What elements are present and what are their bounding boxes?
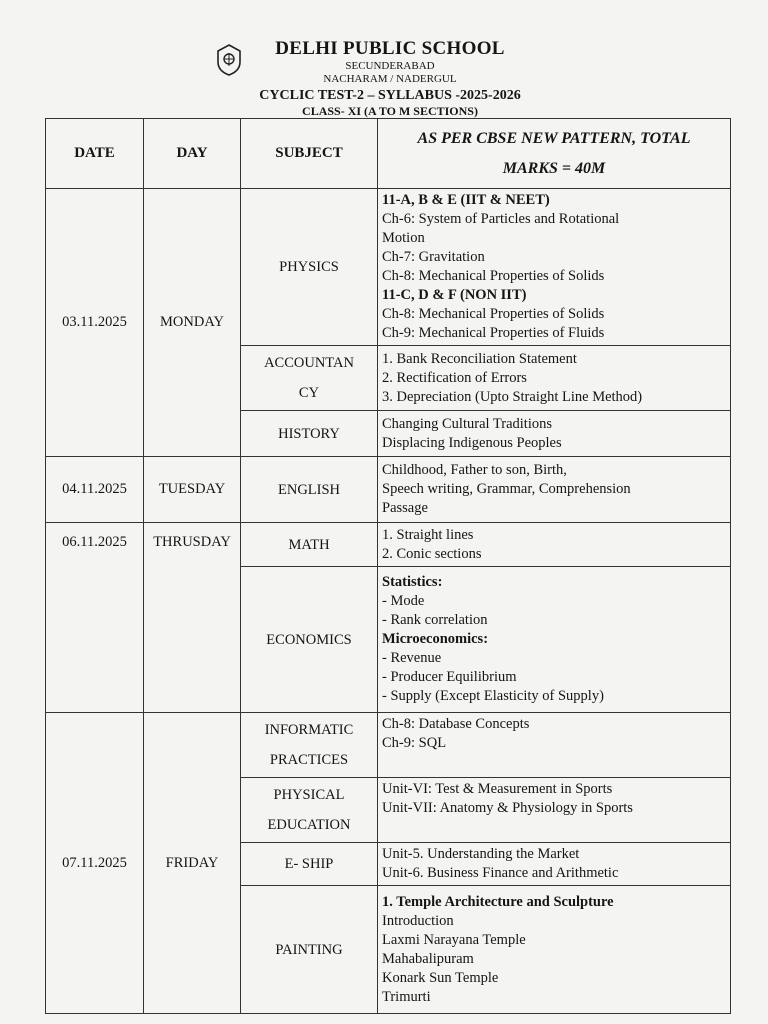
header-pattern: AS PER CBSE NEW PATTERN, TOTAL MARKS = 40M	[378, 119, 731, 189]
topics-informatics-practices: Ch-8: Database Concepts Ch-9: SQL	[378, 713, 731, 778]
header-date: DATE	[46, 119, 144, 189]
header-day: DAY	[144, 119, 241, 189]
topics-accountancy: 1. Bank Reconciliation Statement 2. Rectification of Errors 3. Depreciation (Upto Straight Line Method)	[378, 346, 731, 411]
topics-physical-education: Unit-VI: Test & Measurement in Sports Unit-VII: Anatomy & Physiology in Sports	[378, 778, 731, 843]
date-cell: 03.11.2025	[46, 189, 144, 457]
school-city: SECUNDERABAD	[345, 60, 435, 72]
test-title: CYCLIC TEST-2 – SYLLABUS -2025-2026	[259, 88, 521, 103]
document-header	[180, 34, 600, 119]
topics-math: 1. Straight lines 2. Conic sections	[378, 523, 731, 567]
topics-english: Childhood, Father to son, Birth, Speech writing, Grammar, Comprehension Passage	[378, 457, 731, 523]
day-cell: MONDAY	[144, 189, 241, 457]
day-cell: FRIDAY	[144, 713, 241, 1014]
date-cell: 06.11.2025	[46, 523, 144, 713]
subject-physical-education: PHYSICAL EDUCATION	[241, 778, 378, 843]
date-cell: 04.11.2025	[46, 457, 144, 523]
topics-painting: 1. Temple Architecture and Sculpture Introduction Laxmi Narayana Temple Mahabalipuram Konark Sun Temple Trimurti	[378, 886, 731, 1014]
school-emblem-icon	[216, 44, 242, 76]
table-row	[46, 523, 731, 567]
subject-math: MATH	[241, 523, 378, 567]
subject-economics: ECONOMICS	[241, 567, 378, 713]
syllabus-table	[45, 118, 731, 1014]
subject-informatics-practices: INFORMATIC PRACTICES	[241, 713, 378, 778]
topics-e-ship: Unit-5. Understanding the Market Unit-6. Business Finance and Arithmetic	[378, 843, 731, 886]
day-cell: TUESDAY	[144, 457, 241, 523]
day-cell: THRUSDAY	[144, 523, 241, 713]
subject-e-ship: E- SHIP	[241, 843, 378, 886]
table-row	[46, 713, 731, 778]
header-subject: SUBJECT	[241, 119, 378, 189]
school-name: DELHI PUBLIC SCHOOL	[275, 38, 505, 59]
table-row	[46, 189, 731, 346]
topics-physics: 11-A, B & E (IIT & NEET) Ch-6: System of Particles and Rotational Motion Ch-7: Gravitation Ch-8: Mechanical Properties of Solids 11-C, D & F (NON IIT) Ch-8: Mechanical Properties of Solids Ch-9: Mechanical Properties of Fluids	[378, 189, 731, 346]
table-row	[46, 457, 731, 523]
topics-history: Changing Cultural Traditions Displacing Indigenous Peoples	[378, 411, 731, 457]
date-cell: 07.11.2025	[46, 713, 144, 1014]
subject-physics: PHYSICS	[241, 189, 378, 346]
class-label: CLASS- XI (A TO M SECTIONS)	[302, 104, 478, 118]
subject-painting: PAINTING	[241, 886, 378, 1014]
topics-economics: Statistics: - Mode - Rank correlation Microeconomics: - Revenue - Producer Equilibrium - Supply (Except Elasticity of Supply)	[378, 567, 731, 713]
school-branch: NACHARAM / NADERGUL	[323, 73, 457, 85]
subject-history: HISTORY	[241, 411, 378, 457]
table-header-row	[46, 119, 731, 189]
subject-accountancy: ACCOUNTAN CY	[241, 346, 378, 411]
subject-english: ENGLISH	[241, 457, 378, 523]
